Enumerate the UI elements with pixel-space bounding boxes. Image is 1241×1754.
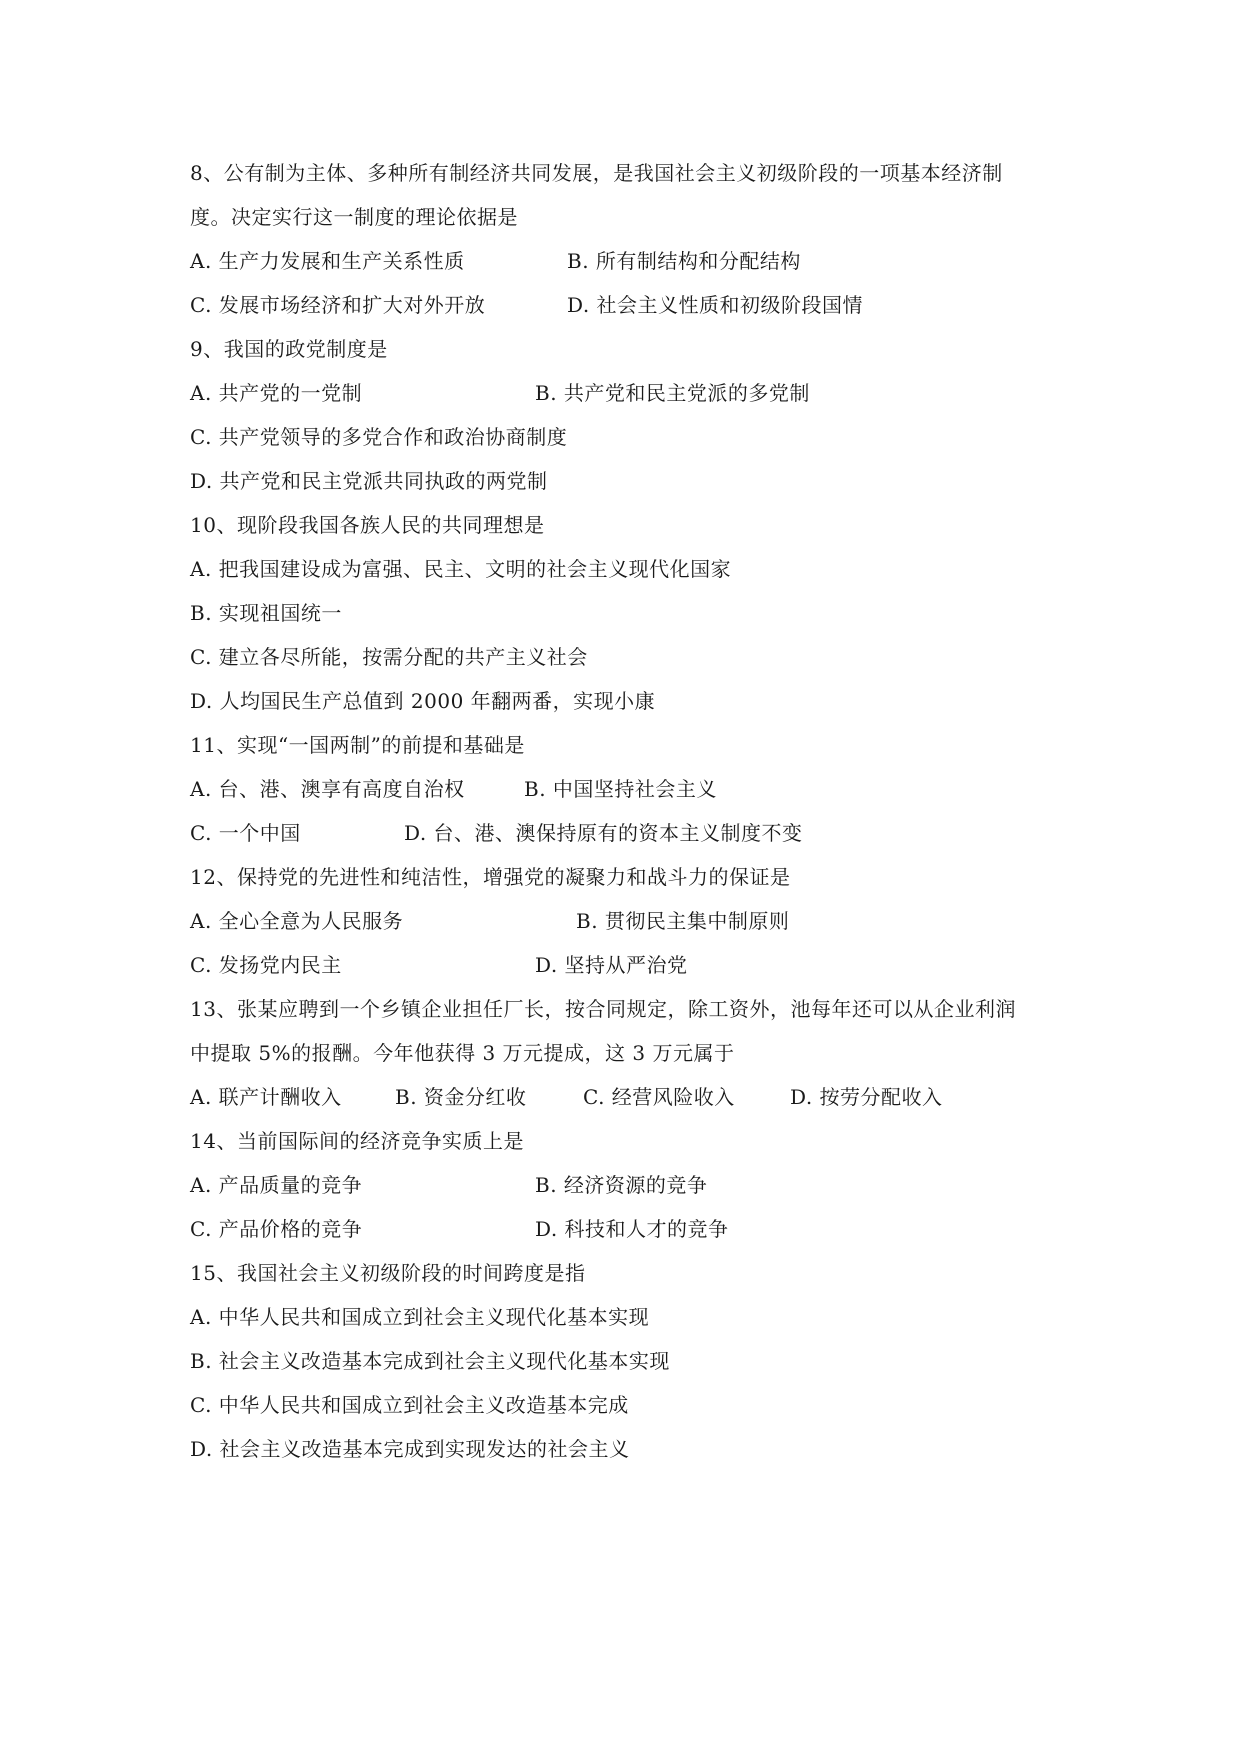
question-13-stem-line-2: 中提取 5%的报酬。今年他获得 3 万元提成，这 3 万元属于 bbox=[190, 1041, 735, 1065]
question-8-option-d: D. 社会主义性质和初级阶段国情 bbox=[567, 293, 864, 317]
question-9-option-a: A. 共产党的一党制 bbox=[190, 381, 363, 405]
question-13-stem-line-1: 13、张某应聘到一个乡镇企业担任厂长，按合同规定，除工资外，池每年还可以从企业利润 bbox=[190, 997, 1016, 1021]
question-14-option-a: A. 产品质量的竞争 bbox=[190, 1173, 363, 1197]
question-9-option-d: D. 共产党和民主党派共同执政的两党制 bbox=[190, 469, 548, 493]
question-13-option-a: A. 联产计酬收入 bbox=[190, 1085, 342, 1109]
question-12-option-b: B. 贯彻民主集中制原则 bbox=[576, 909, 790, 933]
question-10-stem: 10、现阶段我国各族人民的共同理想是 bbox=[190, 513, 545, 537]
question-10-option-b: B. 实现祖国统一 bbox=[190, 601, 342, 625]
question-11-stem: 11、实现“一国两制”的前提和基础是 bbox=[190, 733, 525, 757]
question-9-option-b: B. 共产党和民主党派的多党制 bbox=[535, 381, 810, 405]
question-11-option-d: D. 台、港、澳保持原有的资本主义制度不变 bbox=[404, 821, 803, 845]
question-8-option-a: A. 生产力发展和生产关系性质 bbox=[190, 249, 465, 273]
question-14-stem: 14、当前国际间的经济竞争实质上是 bbox=[190, 1129, 524, 1153]
question-15-option-a: A. 中华人民共和国成立到社会主义现代化基本实现 bbox=[190, 1305, 650, 1329]
question-15-option-c: C. 中华人民共和国成立到社会主义改造基本完成 bbox=[190, 1393, 629, 1417]
question-14-option-c: C. 产品价格的竞争 bbox=[190, 1217, 363, 1241]
question-12-option-d: D. 坚持从严治党 bbox=[535, 953, 688, 977]
question-10-option-a: A. 把我国建设成为富强、民主、文明的社会主义现代化国家 bbox=[190, 557, 732, 581]
question-10-option-d: D. 人均国民生产总值到 2000 年翻两番，实现小康 bbox=[190, 689, 656, 713]
question-13-option-b: B. 资金分红收 bbox=[395, 1085, 527, 1109]
question-8-option-b: B. 所有制结构和分配结构 bbox=[567, 249, 801, 273]
question-11-option-c: C. 一个中国 bbox=[190, 821, 301, 845]
question-12-option-c: C. 发扬党内民主 bbox=[190, 953, 342, 977]
question-15-option-b: B. 社会主义改造基本完成到社会主义现代化基本实现 bbox=[190, 1349, 670, 1373]
question-11-option-a: A. 台、港、澳享有高度自治权 bbox=[190, 777, 465, 801]
question-14-option-b: B. 经济资源的竞争 bbox=[535, 1173, 708, 1197]
question-12-option-a: A. 全心全意为人民服务 bbox=[190, 909, 404, 933]
question-14-option-d: D. 科技和人才的竞争 bbox=[535, 1217, 729, 1241]
question-8-stem-line-2: 度。决定实行这一制度的理论依据是 bbox=[190, 205, 518, 229]
question-9-option-c: C. 共产党领导的多党合作和政治协商制度 bbox=[190, 425, 568, 449]
question-13-option-d: D. 按劳分配收入 bbox=[790, 1085, 943, 1109]
question-15-stem: 15、我国社会主义初级阶段的时间跨度是指 bbox=[190, 1261, 586, 1285]
question-12-stem: 12、保持党的先进性和纯洁性，增强党的凝聚力和战斗力的保证是 bbox=[190, 865, 791, 889]
question-15-option-d: D. 社会主义改造基本完成到实现发达的社会主义 bbox=[190, 1437, 630, 1461]
question-9-stem: 9、我国的政党制度是 bbox=[190, 337, 388, 361]
question-8-option-c: C. 发展市场经济和扩大对外开放 bbox=[190, 293, 486, 317]
question-10-option-c: C. 建立各尽所能，按需分配的共产主义社会 bbox=[190, 645, 588, 669]
question-13-option-c: C. 经营风险收入 bbox=[583, 1085, 735, 1109]
question-8-stem-line-1: 8、公有制为主体、多种所有制经济共同发展，是我国社会主义初级阶段的一项基本经济制 bbox=[190, 161, 1003, 185]
question-11-option-b: B. 中国坚持社会主义 bbox=[524, 777, 717, 801]
